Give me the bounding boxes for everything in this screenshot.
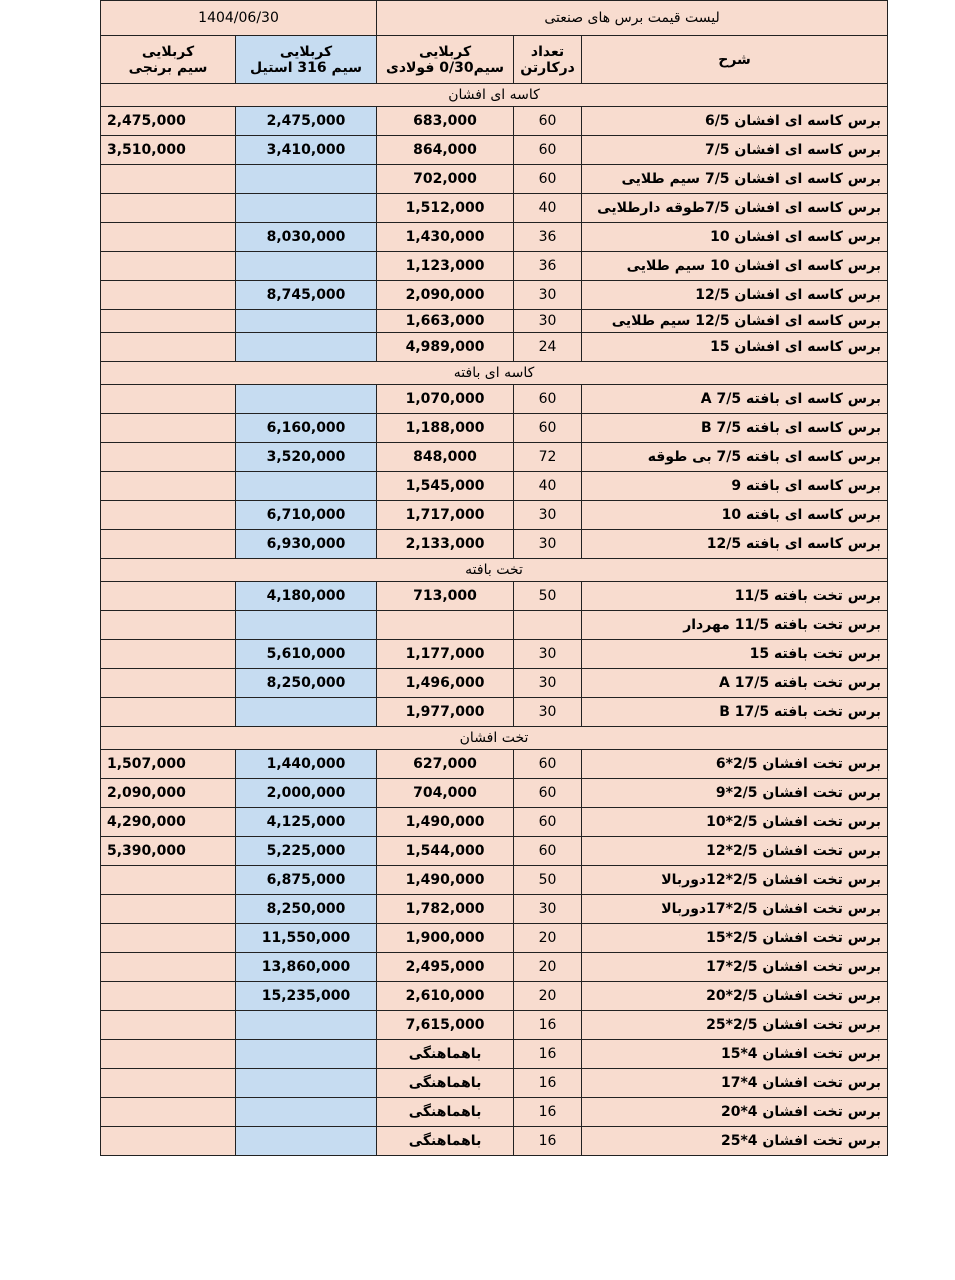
description-cell: برس کاسه ای افشان 15 — [582, 333, 888, 362]
description-cell: برس کاسه ای بافته 12/5 — [582, 530, 888, 559]
stainless-price-cell: 1,440,000 — [236, 750, 377, 779]
brass-price-cell — [101, 194, 236, 223]
description-cell: برس تخت افشان 2/5*25 — [582, 1011, 888, 1040]
table-row — [101, 924, 888, 953]
header-stainless-line2: سیم 316 استیل — [250, 59, 362, 76]
count-cell: 16 — [514, 1069, 582, 1098]
stainless-price-cell: 2,000,000 — [236, 779, 377, 808]
table-row — [101, 281, 888, 310]
table-row — [101, 165, 888, 194]
stainless-price-cell: 5,610,000 — [236, 640, 377, 669]
count-cell: 16 — [514, 1127, 582, 1156]
brass-price-cell — [101, 530, 236, 559]
count-cell: 60 — [514, 750, 582, 779]
table-row — [101, 385, 888, 414]
table-row — [101, 1098, 888, 1127]
table-row — [101, 501, 888, 530]
brass-price-cell — [101, 1040, 236, 1069]
stainless-price-cell: 6,875,000 — [236, 866, 377, 895]
brass-price-cell: 4,290,000 — [101, 808, 236, 837]
header-steel-line2: سیم0/30 فولادی — [385, 59, 505, 76]
steel-price-cell: باهماهنگی — [377, 1098, 514, 1127]
count-cell: 72 — [514, 443, 582, 472]
brass-price-cell — [101, 924, 236, 953]
description-cell: برس تخت افشان 2/5*15 — [582, 924, 888, 953]
steel-price-cell: 1,177,000 — [377, 640, 514, 669]
header-stainless — [236, 36, 377, 84]
section-header-row — [101, 84, 888, 107]
header-count-line1: تعداد — [530, 43, 565, 60]
header-count-line2: درکارتن — [520, 59, 575, 76]
header-description — [582, 36, 888, 84]
stainless-price-cell: 4,180,000 — [236, 582, 377, 611]
count-cell: 60 — [514, 837, 582, 866]
table-row — [101, 611, 888, 640]
table-row — [101, 414, 888, 443]
stainless-price-cell — [236, 1040, 377, 1069]
count-cell: 40 — [514, 472, 582, 501]
table-row — [101, 779, 888, 808]
description-cell: برس تخت افشان 2/5*12دوربالا — [582, 866, 888, 895]
steel-price-cell: 1,900,000 — [377, 924, 514, 953]
table-row — [101, 698, 888, 727]
brass-price-cell — [101, 223, 236, 252]
header-brass — [101, 36, 236, 84]
header-row — [101, 36, 888, 84]
description-cell: برس تخت افشان 2/5*10 — [582, 808, 888, 837]
page-title: لیست قیمت برس های صنعتی — [377, 1, 888, 36]
steel-price-cell: باهماهنگی — [377, 1127, 514, 1156]
section-title: تخت بافته — [101, 559, 888, 582]
table-row — [101, 333, 888, 362]
steel-price-cell: باهماهنگی — [377, 1069, 514, 1098]
count-cell: 30 — [514, 895, 582, 924]
stainless-price-cell: 8,250,000 — [236, 669, 377, 698]
stainless-price-cell: 8,250,000 — [236, 895, 377, 924]
stainless-price-cell: 3,520,000 — [236, 443, 377, 472]
count-cell: 50 — [514, 866, 582, 895]
description-cell: برس تخت بافته 15 — [582, 640, 888, 669]
brass-price-cell — [101, 165, 236, 194]
steel-price-cell: باهماهنگی — [377, 1040, 514, 1069]
steel-price-cell: 1,663,000 — [377, 310, 514, 333]
header-brass-line2: سیم برنجی — [128, 59, 208, 76]
table-row — [101, 136, 888, 165]
description-cell: برس کاسه ای افشان 7/5طوقه دارطلایی — [582, 194, 888, 223]
description-cell: برس کاسه ای افشان 6/5 — [582, 107, 888, 136]
description-cell: برس تخت افشان 4*20 — [582, 1098, 888, 1127]
count-cell: 50 — [514, 582, 582, 611]
steel-price-cell: 2,090,000 — [377, 281, 514, 310]
table-row — [101, 1127, 888, 1156]
description-cell: برس کاسه ای بافته 7/5 بی طوقه — [582, 443, 888, 472]
table-row — [101, 1069, 888, 1098]
table-row — [101, 982, 888, 1011]
steel-price-cell: 1,070,000 — [377, 385, 514, 414]
brass-price-cell — [101, 1011, 236, 1040]
brass-price-cell — [101, 698, 236, 727]
stainless-price-cell: 2,475,000 — [236, 107, 377, 136]
section-title: کاسه ای افشان — [101, 84, 888, 107]
steel-price-cell: 4,989,000 — [377, 333, 514, 362]
description-cell: برس کاسه ای افشان 12/5 سیم طلایی — [582, 310, 888, 333]
section-header-row — [101, 362, 888, 385]
brass-price-cell: 2,090,000 — [101, 779, 236, 808]
brass-price-cell: 1,507,000 — [101, 750, 236, 779]
stainless-price-cell: 6,710,000 — [236, 501, 377, 530]
stainless-price-cell: 6,160,000 — [236, 414, 377, 443]
count-cell: 24 — [514, 333, 582, 362]
steel-price-cell: 627,000 — [377, 750, 514, 779]
steel-price-cell: 1,490,000 — [377, 866, 514, 895]
steel-price-cell: 2,495,000 — [377, 953, 514, 982]
stainless-price-cell — [236, 385, 377, 414]
description-cell: برس تخت افشان 2/5*12 — [582, 837, 888, 866]
brass-price-cell: 5,390,000 — [101, 837, 236, 866]
steel-price-cell: 1,977,000 — [377, 698, 514, 727]
description-cell: برس تخت بافته 17/5 B — [582, 698, 888, 727]
section-header-row — [101, 727, 888, 750]
count-cell: 20 — [514, 982, 582, 1011]
table-row — [101, 1040, 888, 1069]
count-cell: 60 — [514, 136, 582, 165]
steel-price-cell: 2,610,000 — [377, 982, 514, 1011]
section-title: کاسه ای بافته — [101, 362, 888, 385]
count-cell: 30 — [514, 281, 582, 310]
description-cell: برس کاسه ای بافته 7/5 A — [582, 385, 888, 414]
table-row — [101, 252, 888, 281]
count-cell: 40 — [514, 194, 582, 223]
stainless-price-cell: 4,125,000 — [236, 808, 377, 837]
description-cell: برس تخت بافته 11/5 — [582, 582, 888, 611]
count-cell: 30 — [514, 669, 582, 698]
count-cell: 20 — [514, 953, 582, 982]
table-row — [101, 895, 888, 924]
brass-price-cell — [101, 252, 236, 281]
brass-price-cell — [101, 1098, 236, 1127]
stainless-price-cell — [236, 611, 377, 640]
steel-price-cell: 1,512,000 — [377, 194, 514, 223]
stainless-price-cell — [236, 194, 377, 223]
description-cell: برس تخت بافته 17/5 A — [582, 669, 888, 698]
steel-price-cell: 1,545,000 — [377, 472, 514, 501]
steel-price-cell: 1,188,000 — [377, 414, 514, 443]
brass-price-cell — [101, 472, 236, 501]
count-cell: 16 — [514, 1098, 582, 1127]
table-row — [101, 640, 888, 669]
description-cell: برس تخت افشان 2/5*9 — [582, 779, 888, 808]
brass-price-cell — [101, 669, 236, 698]
stainless-price-cell: 3,410,000 — [236, 136, 377, 165]
stainless-price-cell — [236, 1098, 377, 1127]
stainless-price-cell — [236, 1069, 377, 1098]
brass-price-cell: 3,510,000 — [101, 136, 236, 165]
description-cell: برس کاسه ای بافته 9 — [582, 472, 888, 501]
table-row — [101, 530, 888, 559]
price-date: 1404/06/30 — [101, 1, 377, 36]
stainless-price-cell — [236, 310, 377, 333]
table-row — [101, 1011, 888, 1040]
table-row — [101, 443, 888, 472]
stainless-price-cell — [236, 698, 377, 727]
description-cell: برس کاسه ای افشان 7/5 — [582, 136, 888, 165]
steel-price-cell: 702,000 — [377, 165, 514, 194]
table-row — [101, 107, 888, 136]
stainless-price-cell — [236, 472, 377, 501]
count-cell: 30 — [514, 310, 582, 333]
stainless-price-cell: 8,030,000 — [236, 223, 377, 252]
description-cell: برس کاسه ای افشان 10 — [582, 223, 888, 252]
header-steel-line1: کربلایی — [418, 43, 472, 60]
description-cell: برس کاسه ای افشان 7/5 سیم طلایی — [582, 165, 888, 194]
brass-price-cell — [101, 443, 236, 472]
brass-price-cell — [101, 895, 236, 924]
count-cell: 60 — [514, 165, 582, 194]
stainless-price-cell — [236, 1011, 377, 1040]
count-cell: 16 — [514, 1011, 582, 1040]
description-cell: برس کاسه ای افشان 10 سیم طلایی — [582, 252, 888, 281]
brass-price-cell — [101, 333, 236, 362]
steel-price-cell: 864,000 — [377, 136, 514, 165]
stainless-price-cell: 11,550,000 — [236, 924, 377, 953]
brass-price-cell — [101, 1127, 236, 1156]
steel-price-cell: 1,490,000 — [377, 808, 514, 837]
table-row — [101, 472, 888, 501]
count-cell: 30 — [514, 501, 582, 530]
brass-price-cell — [101, 414, 236, 443]
brass-price-cell — [101, 582, 236, 611]
brass-price-cell — [101, 281, 236, 310]
brass-price-cell — [101, 385, 236, 414]
steel-price-cell: 1,544,000 — [377, 837, 514, 866]
stainless-price-cell: 6,930,000 — [236, 530, 377, 559]
brass-price-cell — [101, 611, 236, 640]
stainless-price-cell — [236, 165, 377, 194]
title-row — [101, 1, 888, 36]
count-cell: 20 — [514, 924, 582, 953]
description-cell: برس کاسه ای افشان 12/5 — [582, 281, 888, 310]
description-cell: برس تخت بافته 11/5 مهردار — [582, 611, 888, 640]
table-row — [101, 194, 888, 223]
stainless-price-cell: 13,860,000 — [236, 953, 377, 982]
section-title: تخت افشان — [101, 727, 888, 750]
table-row — [101, 953, 888, 982]
header-brass-line1: کربلایی — [141, 43, 195, 60]
table-row — [101, 750, 888, 779]
table-row — [101, 310, 888, 333]
table-row — [101, 808, 888, 837]
steel-price-cell: 713,000 — [377, 582, 514, 611]
table-row — [101, 669, 888, 698]
table-row — [101, 223, 888, 252]
count-cell: 16 — [514, 1040, 582, 1069]
count-cell: 60 — [514, 385, 582, 414]
steel-price-cell: 2,133,000 — [377, 530, 514, 559]
count-cell: 60 — [514, 107, 582, 136]
stainless-price-cell — [236, 1127, 377, 1156]
description-cell: برس تخت افشان 2/5*6 — [582, 750, 888, 779]
brass-price-cell — [101, 640, 236, 669]
header-steel — [377, 36, 514, 84]
stainless-price-cell — [236, 252, 377, 281]
brass-price-cell — [101, 866, 236, 895]
stainless-price-cell: 15,235,000 — [236, 982, 377, 1011]
description-cell: برس تخت افشان 4*15 — [582, 1040, 888, 1069]
count-cell: 60 — [514, 808, 582, 837]
stainless-price-cell: 8,745,000 — [236, 281, 377, 310]
section-header-row — [101, 559, 888, 582]
steel-price-cell: 848,000 — [377, 443, 514, 472]
brass-price-cell — [101, 501, 236, 530]
steel-price-cell: 1,717,000 — [377, 501, 514, 530]
steel-price-cell: 1,782,000 — [377, 895, 514, 924]
count-cell: 36 — [514, 252, 582, 281]
table-row — [101, 582, 888, 611]
stainless-price-cell — [236, 333, 377, 362]
steel-price-cell: 1,496,000 — [377, 669, 514, 698]
table-row — [101, 866, 888, 895]
count-cell: 30 — [514, 530, 582, 559]
description-cell: برس تخت افشان 4*25 — [582, 1127, 888, 1156]
header-description-label: شرح — [718, 51, 751, 68]
brass-price-cell: 2,475,000 — [101, 107, 236, 136]
count-cell: 30 — [514, 698, 582, 727]
description-cell: برس تخت افشان 2/5*17 — [582, 953, 888, 982]
description-cell: برس تخت افشان 2/5*20 — [582, 982, 888, 1011]
count-cell: 60 — [514, 414, 582, 443]
description-cell: برس کاسه ای بافته 10 — [582, 501, 888, 530]
header-stainless-line1: کربلایی — [279, 43, 333, 60]
price-list-body — [101, 1, 888, 1156]
steel-price-cell: 683,000 — [377, 107, 514, 136]
count-cell: 36 — [514, 223, 582, 252]
steel-price-cell: 704,000 — [377, 779, 514, 808]
price-list-table — [100, 0, 888, 1156]
brass-price-cell — [101, 953, 236, 982]
description-cell: برس تخت افشان 4*17 — [582, 1069, 888, 1098]
brass-price-cell — [101, 1069, 236, 1098]
count-cell — [514, 611, 582, 640]
stainless-price-cell: 5,225,000 — [236, 837, 377, 866]
description-cell: برس تخت افشان 2/5*17دوربالا — [582, 895, 888, 924]
steel-price-cell: 1,123,000 — [377, 252, 514, 281]
count-cell: 30 — [514, 640, 582, 669]
count-cell: 60 — [514, 779, 582, 808]
brass-price-cell — [101, 310, 236, 333]
steel-price-cell: 7,615,000 — [377, 1011, 514, 1040]
steel-price-cell: 1,430,000 — [377, 223, 514, 252]
header-count — [514, 36, 582, 84]
table-row — [101, 837, 888, 866]
description-cell: برس کاسه ای بافته 7/5 B — [582, 414, 888, 443]
steel-price-cell — [377, 611, 514, 640]
brass-price-cell — [101, 982, 236, 1011]
